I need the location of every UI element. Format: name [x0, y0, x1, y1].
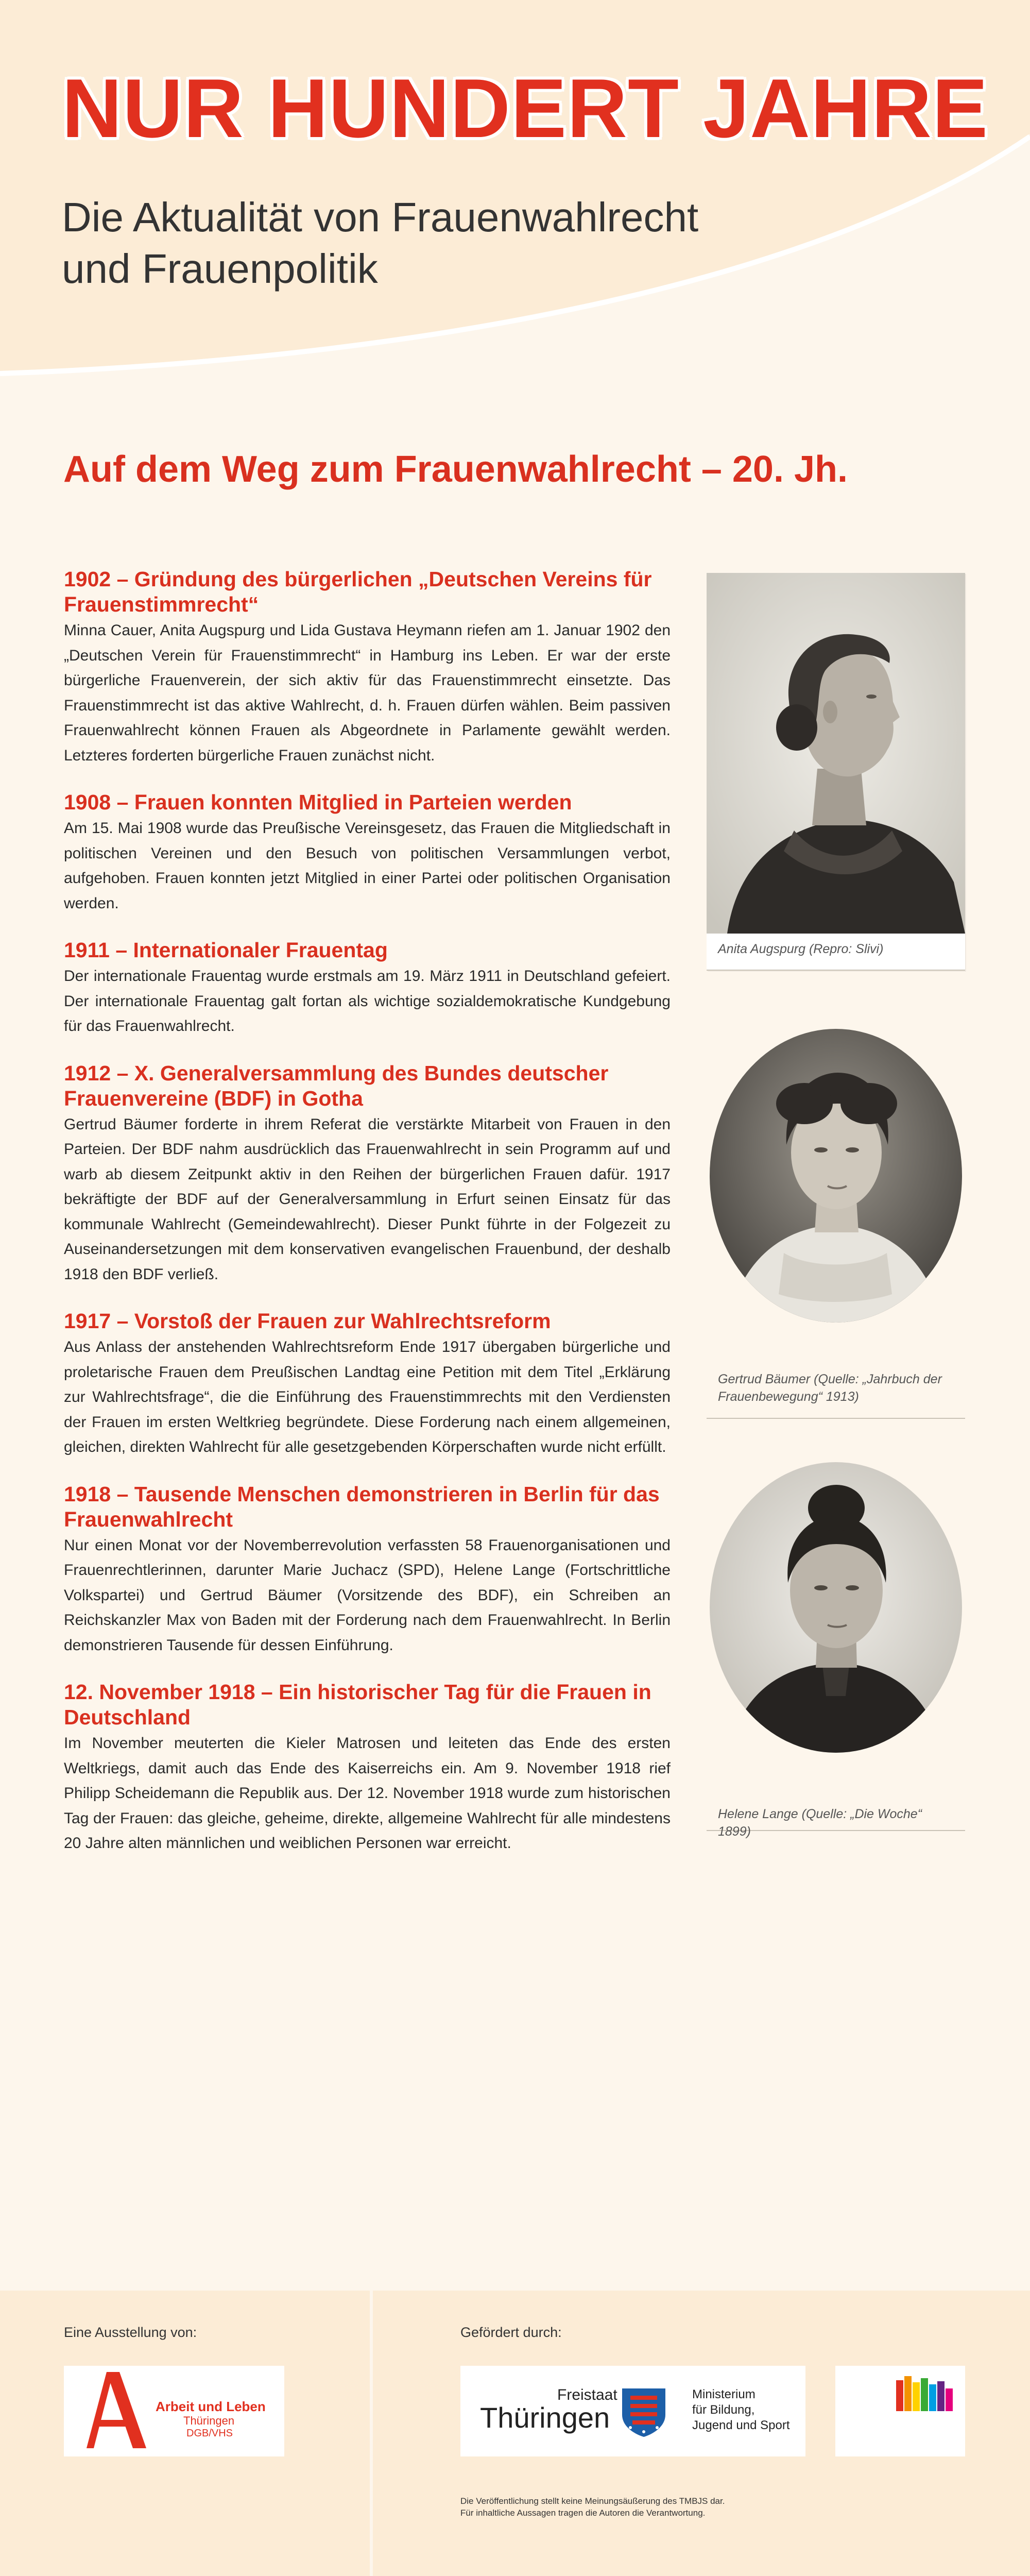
- timeline-entry-1912: [64, 1061, 671, 1287]
- arbeit-und-leben-logo: [64, 2366, 284, 2456]
- entry-text: Der internationale Frauentag wurde erstmals am 19. März 1911 in Deutschland gefeiert. Der internationale Frauentag galt fortan als wichtige sozialdemokratische Kundgebung für das Frauenwahlrecht.: [64, 968, 671, 1035]
- photo-card-augspurg: [707, 573, 965, 971]
- ministry-line-2: für Bildung,: [692, 2403, 755, 2417]
- disclaimer-line-2: Für inhaltliche Aussagen tragen die Autoren die Verantwortung.: [460, 2508, 706, 2518]
- portrait-baeumer: [707, 1026, 965, 1325]
- entry-title: 12. November 1918 – Ein historischer Tag für die Frauen in Deutschland: [64, 1680, 651, 1729]
- funded-by-label: Gefördert durch:: [460, 2325, 562, 2340]
- thueringen-label: Thüringen: [480, 2401, 610, 2434]
- thueringen-coat-of-arms-icon: [620, 2386, 667, 2438]
- timeline-entry-1917: [64, 1309, 671, 1460]
- entry-text: Aus Anlass der anstehenden Wahlrechtsreform Ende 1917 übergaben bürgerliche und proletarische Frauen dem Preußischen Landtag eine Petition mit dem Titel „Erklärung zur Wahlrechtsfrage“, die die Einführung des Frauenstimmrechts mit den Verdiensten der Frauen im ersten Weltkrieg begründete. Diese Forderung nach einem allgemeinen, gleichen, direkten Wahlrecht für alle gesetzgebenden Körperschaften wurde nicht erfüllt.: [64, 1338, 671, 1455]
- denk-bunt-mark-icon: [835, 2366, 965, 2456]
- subtitle-line-1: Die Aktualität von Frauenwahlrecht: [62, 194, 699, 240]
- timeline-entry-1908: [64, 790, 671, 916]
- entry-title: 1912 – X. Generalversammlung des Bundes deutscher Frauenvereine (BDF) in Gotha: [64, 1061, 609, 1110]
- subtitle-line-2: und Frauenpolitik: [62, 246, 378, 292]
- entry-text: Minna Cauer, Anita Augspurg und Lida Gustava Heymann riefen am 1. Januar 1902 den „Deutschen Verein für Frauenstimmrecht“ in Hamburg ins Leben. Er war der erste bürgerliche Frauenverein, der sich aktiv für das Frauenstimmrecht einsetzte. Das Frauenstimmrecht ist das aktive Wahlrecht, d. h. Frauen dürfen wählen. Beim passiven Frauenwahlrecht können Frauen als Abgeordnete in Parlamente gewählt werden. Letzteres forderten bürgerliche Frauen zunächst nicht.: [64, 622, 671, 764]
- footer-column-divider: [370, 2287, 373, 2576]
- arbeit-und-leben-mark-icon: [83, 2366, 150, 2456]
- entry-title: 1917 – Vorstoß der Frauen zur Wahlrechtsreform: [64, 1309, 551, 1333]
- photo-caption: Helene Lange (Quelle: „Die Woche“ 1899): [718, 1807, 922, 1839]
- timeline-entry-12-november-1918: [64, 1680, 671, 1856]
- entry-text: Am 15. Mai 1908 wurde das Preußische Vereinsgesetz, das Frauen die Mitgliedschaft in politischen Vereinen und den Besuch von politischen Versammlungen verbot, aufgehoben. Frauen konnten jetzt Mitglied in einer Partei oder politischen Organisation werden.: [64, 820, 671, 912]
- page-title: NUR HUNDERT JAHRE: [62, 62, 989, 155]
- exhibition-label: Eine Ausstellung von:: [64, 2325, 197, 2340]
- page-subtitle: [62, 192, 834, 295]
- disclaimer: [460, 2495, 821, 2519]
- entry-title: 1911 – Internationaler Frauentag: [64, 938, 388, 962]
- timeline-entry-1911: [64, 938, 671, 1039]
- timeline-article: [64, 567, 671, 1878]
- freistaat-label: Freistaat: [557, 2386, 617, 2403]
- entry-text: Gertrud Bäumer forderte in ihrem Referat die verstärkte Mitarbeit von Frauen in den Parteien. Der BDF nahm ausdrücklich das Frauenwahlrecht in sein Programm auf und warb ab diesem Zeitpunkt aktiv in den Reihen der bürgerlichen Frauen dafür. 1917 bekräftigte der BDF auf der Generalversammlung in Erfurt seinen Einsatz für das kommunale Wahlrecht (Gemeindewahlrecht). Dieser Punkt führte in der Folgezeit zu Auseinandersetzungen mit dem konservativen evangelischen Frauenbund, der deshalb 1918 den BDF verließ.: [64, 1115, 671, 1283]
- footer-divider-line: [0, 2287, 1030, 2291]
- entry-title: 1918 – Tausende Menschen demonstrieren in Berlin für das Frauenwahlrecht: [64, 1482, 660, 1531]
- timeline-entry-1902: [64, 567, 671, 768]
- portrait-lange: [707, 1459, 965, 1755]
- ministry-line-3: Jugend und Sport: [692, 2418, 790, 2432]
- photo-caption: Anita Augspurg (Repro: Slivi): [718, 942, 884, 956]
- photo-card-baeumer: [707, 1026, 965, 1419]
- arbeit-und-leben-region: Thüringen: [183, 2414, 235, 2427]
- entry-text: Im November meuterten die Kieler Matrosen und leiteten das Ende des ersten Weltkriegs, damit auch das Ende des Kaiserreichs ein. Am 9. November 1918 rief Philipp Scheidemann die Republik aus. Der 12. November 1918 wurde zum historischen Tag der Frauen: das gleiche, geheime, direkte, allgemeine Wahlrecht für alle mindestens 20 Jahre alten männlichen und weiblichen Personen war erreicht.: [64, 1735, 671, 1852]
- photo-caption: Gertrud Bäumer (Quelle: „Jahrbuch der Frauenbewegung“ 1913): [718, 1372, 942, 1404]
- entry-title: 1908 – Frauen konnten Mitglied in Parteien werden: [64, 790, 572, 814]
- denk-bunt-logo: [835, 2366, 965, 2456]
- section-heading: Auf dem Weg zum Frauenwahlrecht – 20. Jh.: [63, 449, 848, 490]
- photo-card-lange: [707, 1459, 965, 1839]
- freistaat-thueringen-logo: [460, 2366, 805, 2456]
- disclaimer-line-1: Die Veröffentlichung stellt keine Meinungsäußerung des TMBJS dar.: [460, 2496, 725, 2506]
- arbeit-und-leben-org: DGB/VHS: [186, 2428, 233, 2439]
- entry-title: 1902 – Gründung des bürgerlichen „Deutschen Vereins für Frauenstimmrecht“: [64, 567, 652, 616]
- entry-text: Nur einen Monat vor der Novemberrevolution verfassten 58 Frauenorganisationen und Frauenrechtlerinnen, darunter Marie Juchacz (SPD), Helene Lange (Fortschrittliche Volkspartei) und Gertrud Bäumer (Vorsitzende des BDF), ein Schreiben an Reichskanzler Max von Baden mit der Forderung nach dem Frauenwahlrecht. In Berlin demonstrieren Tausende für dessen Einführung.: [64, 1536, 671, 1654]
- portrait-augspurg: [707, 573, 965, 934]
- arbeit-und-leben-name: Arbeit und Leben: [156, 2399, 266, 2414]
- ministry-line-1: Ministerium: [692, 2387, 756, 2401]
- timeline-entry-1918: [64, 1482, 671, 1658]
